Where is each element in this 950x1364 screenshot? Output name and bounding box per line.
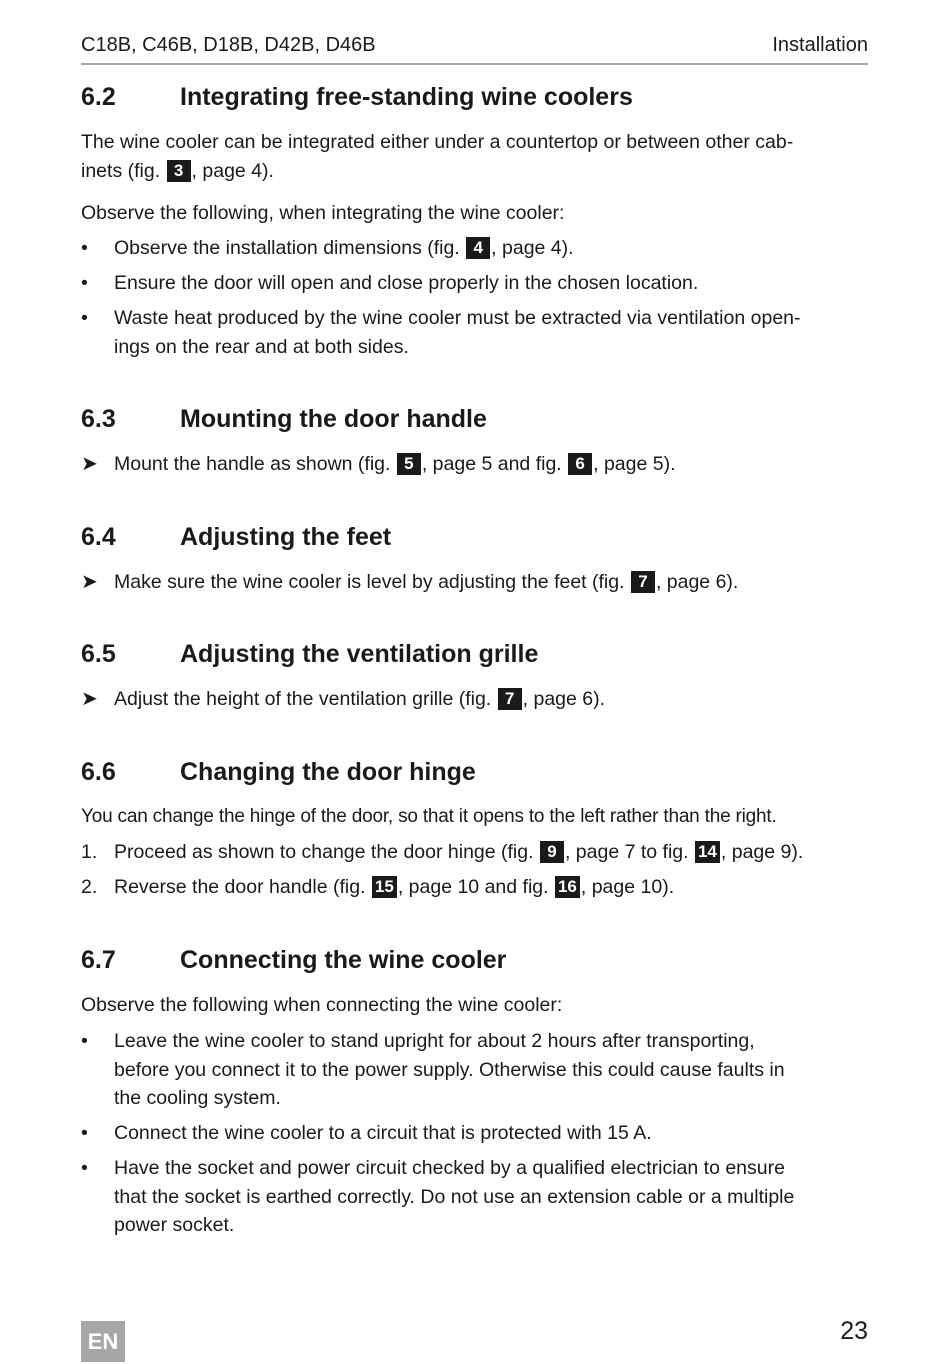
text-line: the cooling system.	[114, 1087, 281, 1109]
figure-ref-badge: 5	[397, 453, 421, 475]
bullet: •	[81, 1030, 88, 1052]
figure-ref-badge: 6	[568, 453, 592, 475]
text-run: Mount the handle as shown (fig.	[114, 453, 396, 475]
text-run: , page 10 and fig.	[397, 876, 554, 898]
bullet: •	[81, 1157, 88, 1179]
figure-ref-badge: 9	[540, 841, 564, 863]
figure-ref-badge: 7	[631, 571, 655, 593]
text-run: , page 7 to fig.	[564, 841, 694, 863]
text-run: , page 6).	[522, 688, 606, 710]
list-item-text	[114, 1027, 868, 1113]
list-item-text: Connect the wine cooler to a circuit that is protected with 15 A.	[114, 1122, 652, 1144]
text-run: , page 4).	[191, 159, 274, 182]
paragraph: Observe the following when connecting the wine cooler:	[81, 994, 563, 1016]
section-number: 6.3	[81, 405, 116, 433]
text-line: Have the socket and power circuit checked by a qualified electrician to ensure	[114, 1157, 785, 1179]
arrow-icon: ➤	[81, 688, 98, 710]
section-number: 6.6	[81, 758, 116, 786]
page-number: 23	[840, 1317, 868, 1345]
arrow-icon: ➤	[81, 453, 98, 475]
text-run: , page 10).	[580, 876, 675, 898]
text-line: ings on the rear and at both sides.	[114, 335, 409, 358]
section-number: 6.2	[81, 83, 116, 111]
section-title: Mounting the door handle	[180, 405, 487, 433]
step-number: 2.	[81, 876, 98, 898]
text-run: inets (fig.	[81, 159, 166, 182]
text-line	[81, 157, 868, 186]
text-run: , page 9).	[720, 841, 804, 863]
text-line: that the socket is earthed correctly. Do not use an extension cable or a multiple	[114, 1185, 795, 1208]
text-line: before you connect it to the power supply. Otherwise this could cause faults in	[114, 1058, 785, 1081]
figure-ref-badge: 16	[555, 876, 580, 898]
list-item-text	[114, 304, 868, 361]
text-run: , page 4).	[491, 237, 574, 259]
text-run: Observe the installation dimensions (fig.	[114, 237, 466, 259]
paragraph: You can change the hinge of the door, so that it opens to the left rather than the right.	[81, 806, 777, 827]
bullet: •	[81, 1122, 88, 1144]
figure-ref-badge: 15	[372, 876, 397, 898]
bullet: •	[81, 237, 88, 259]
arrow-icon: ➤	[81, 571, 98, 593]
figure-ref-badge: 7	[498, 688, 522, 710]
instruction-text	[114, 450, 868, 479]
text-line: The wine cooler can be integrated either under a countertop or between other cab-	[81, 131, 794, 153]
text-run: , page 5).	[593, 453, 676, 475]
list-item-text	[114, 234, 868, 263]
text-run: Make sure the wine cooler is level by adjusting the feet (fig.	[114, 571, 630, 593]
figure-ref-badge: 4	[466, 237, 490, 259]
text-run: Reverse the door handle (fig.	[114, 876, 371, 898]
text-line: Leave the wine cooler to stand upright for about 2 hours after transporting,	[114, 1030, 755, 1052]
paragraph: Observe the following, when integrating the wine cooler:	[81, 202, 565, 224]
instruction-text	[114, 685, 868, 714]
list-item-text: Ensure the door will open and close properly in the chosen location.	[114, 272, 699, 294]
figure-ref-badge: 3	[167, 160, 191, 182]
bullet: •	[81, 272, 88, 294]
text-run: , page 6).	[655, 571, 739, 593]
section-number: 6.4	[81, 523, 116, 551]
section-title: Changing the door hinge	[180, 758, 476, 786]
header-models: C18B, C46B, D18B, D42B, D46B	[81, 34, 376, 56]
text-run: , page 5 and fig.	[421, 453, 568, 475]
section-title: Adjusting the ventilation grille	[180, 640, 539, 668]
section-title: Connecting the wine cooler	[180, 946, 507, 974]
paragraph	[81, 128, 868, 185]
section-number: 6.7	[81, 946, 116, 974]
step-text	[114, 838, 868, 867]
section-number: 6.5	[81, 640, 116, 668]
bullet: •	[81, 307, 88, 329]
step-text	[114, 873, 868, 902]
section-title: Integrating free-standing wine coolers	[180, 83, 633, 111]
text-run: Proceed as shown to change the door hinge (fig.	[114, 841, 539, 863]
page-header	[81, 30, 868, 65]
list-item-text	[114, 1154, 868, 1240]
language-badge: EN	[81, 1321, 125, 1362]
text-run: Adjust the height of the ventilation grille (fig.	[114, 688, 497, 710]
instruction-text	[114, 568, 868, 597]
text-line: Waste heat produced by the wine cooler must be extracted via ventilation open-	[114, 307, 801, 329]
text-line: power socket.	[114, 1214, 235, 1236]
section-title: Adjusting the feet	[180, 523, 392, 551]
step-number: 1.	[81, 841, 98, 863]
header-chapter: Installation	[772, 34, 868, 56]
figure-ref-badge: 14	[695, 841, 720, 863]
